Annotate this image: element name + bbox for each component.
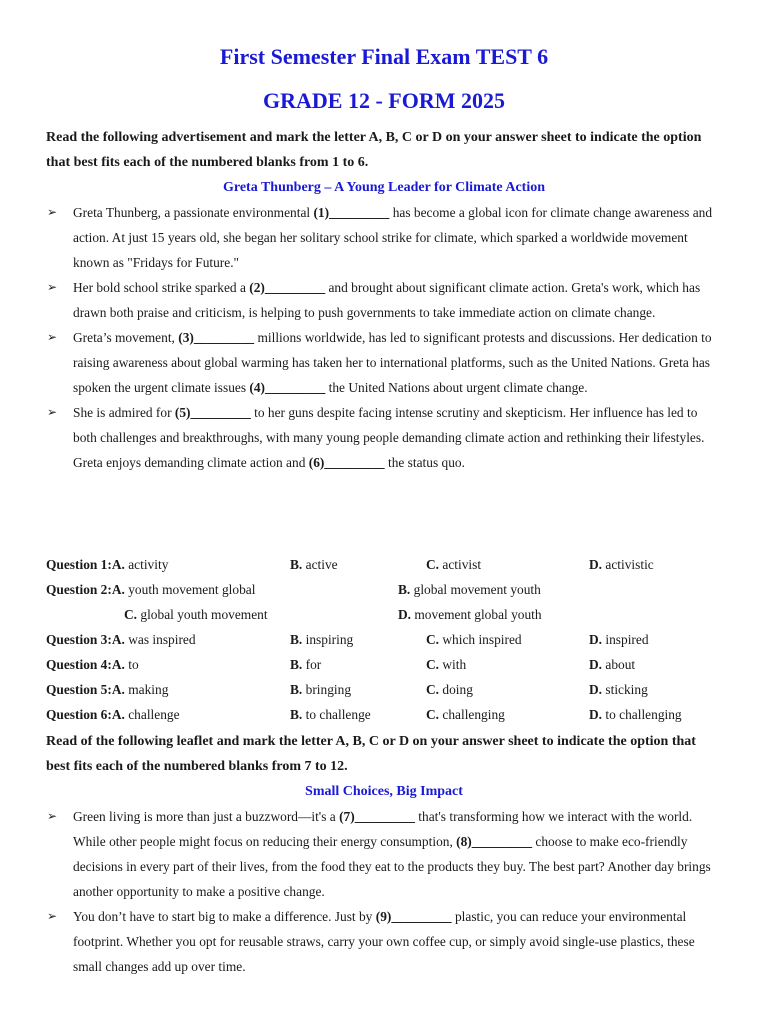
blank-9: (9)_________ (375, 909, 452, 924)
blank-6: (6)_________ (308, 455, 385, 470)
blank-2: (2)_________ (249, 280, 326, 295)
blank-5: (5)_________ (174, 405, 251, 420)
passage-bullet: ➢ Green living is more than just a buzzword—it's a (7)_________ that's transforming how we interact with the world. While other people might focus on reducing their energy consumption, (8)_________ choose to make eco-friendly decisions in every part of their lives, from the food they eat to the products they buy. The best part? Another day brings another opportunity to make a positive change. (46, 804, 722, 904)
section1 (46, 125, 722, 475)
blank-1: (1)_________ (313, 205, 390, 220)
section2 (46, 729, 722, 979)
section2-instruction: Read of the following leaflet and mark the letter A, B, C or D on your answer sheet to indicate the option that best fits each of the numbered blanks from 7 to 12. (46, 734, 696, 774)
question-row: Question 2:A. youth movement global B. global movement youth (46, 582, 541, 597)
question-row: Question 3:A. was inspired B. inspiring C. which inspired D. inspired (46, 632, 649, 647)
exam-title: First Semester Final Exam TEST 6 (219, 44, 549, 69)
blank-3: (3)_________ (178, 330, 255, 345)
passage-bullet: ➢ She is admired for (5)_________ to her guns despite facing intense scrutiny and skepticism. Her influence has led to both challenges and breakthroughs, with many young people demanding climate action and rethinking their lifestyles. Greta enjoys demanding climate action and (6)_________ the status quo. (46, 400, 722, 475)
blank-8: (8)_________ (456, 834, 533, 849)
arrow-bullet-icon: ➢ (47, 330, 58, 344)
arrow-bullet-icon: ➢ (47, 405, 58, 419)
question-row: Question 1:A. activity B. active C. activist D. activistic (46, 557, 654, 572)
passage-bullet: ➢ Greta Thunberg, a passionate environmental (1)_________ has become a global icon for climate change awareness and action. At just 15 years old, she began her solitary school strike for climate, which sparked a worldwide movement known as "Fridays for Future." (46, 200, 722, 275)
question-row: Question 6:A. challenge B. to challenge C. challenging D. to challenging (46, 707, 682, 722)
section1-passage (46, 200, 722, 475)
passage-bullet: ➢ You don’t have to start big to make a difference. Just by (9)_________ plastic, you can reduce your environmental footprint. Whether you opt for reusable straws, carry your own coffee cup, or simply avoid single-use plastics, these small changes add up over time. (46, 904, 722, 979)
section2-passage (46, 804, 722, 979)
question-row: Question 5:A. making B. bringing C. doing D. sticking (46, 682, 648, 697)
blank-7: (7)_________ (339, 809, 415, 824)
section1-heading: Greta Thunberg – A Young Leader for Climate Action (222, 180, 545, 195)
passage-bullet: ➢ Her bold school strike sparked a (2)_________ and brought about significant climate action. Greta's work, which has drawn both praise and criticism, is helping to push governments to take immediate action on climate change. (46, 275, 722, 325)
question-row: C. global youth movement D. movement global youth (124, 607, 542, 622)
blank-4: (4)_________ (249, 380, 326, 395)
section2-heading: Small Choices, Big Impact (305, 784, 463, 799)
arrow-bullet-icon: ➢ (47, 205, 58, 219)
exam-subtitle: GRADE 12 - FORM 2025 (263, 88, 505, 113)
passage-bullet: ➢ Greta’s movement, (3)_________ millions worldwide, has led to significant protests and discussions. Her dedication to raising awareness about global warming has taken her to international platforms, such as the United Nations. Greta has spoken the urgent climate issues (4)_________ the United Nations about urgent climate change. (46, 325, 722, 400)
arrow-bullet-icon: ➢ (47, 809, 58, 823)
question-row: Question 4:A. to B. for C. with D. about (46, 657, 636, 672)
section1-instruction: Read the following advertisement and mark the letter A, B, C or D on your answer sheet to indicate the option that best fits each of the numbered blanks from 1 to 6. (46, 130, 702, 170)
arrow-bullet-icon: ➢ (47, 909, 58, 923)
arrow-bullet-icon: ➢ (47, 280, 58, 294)
